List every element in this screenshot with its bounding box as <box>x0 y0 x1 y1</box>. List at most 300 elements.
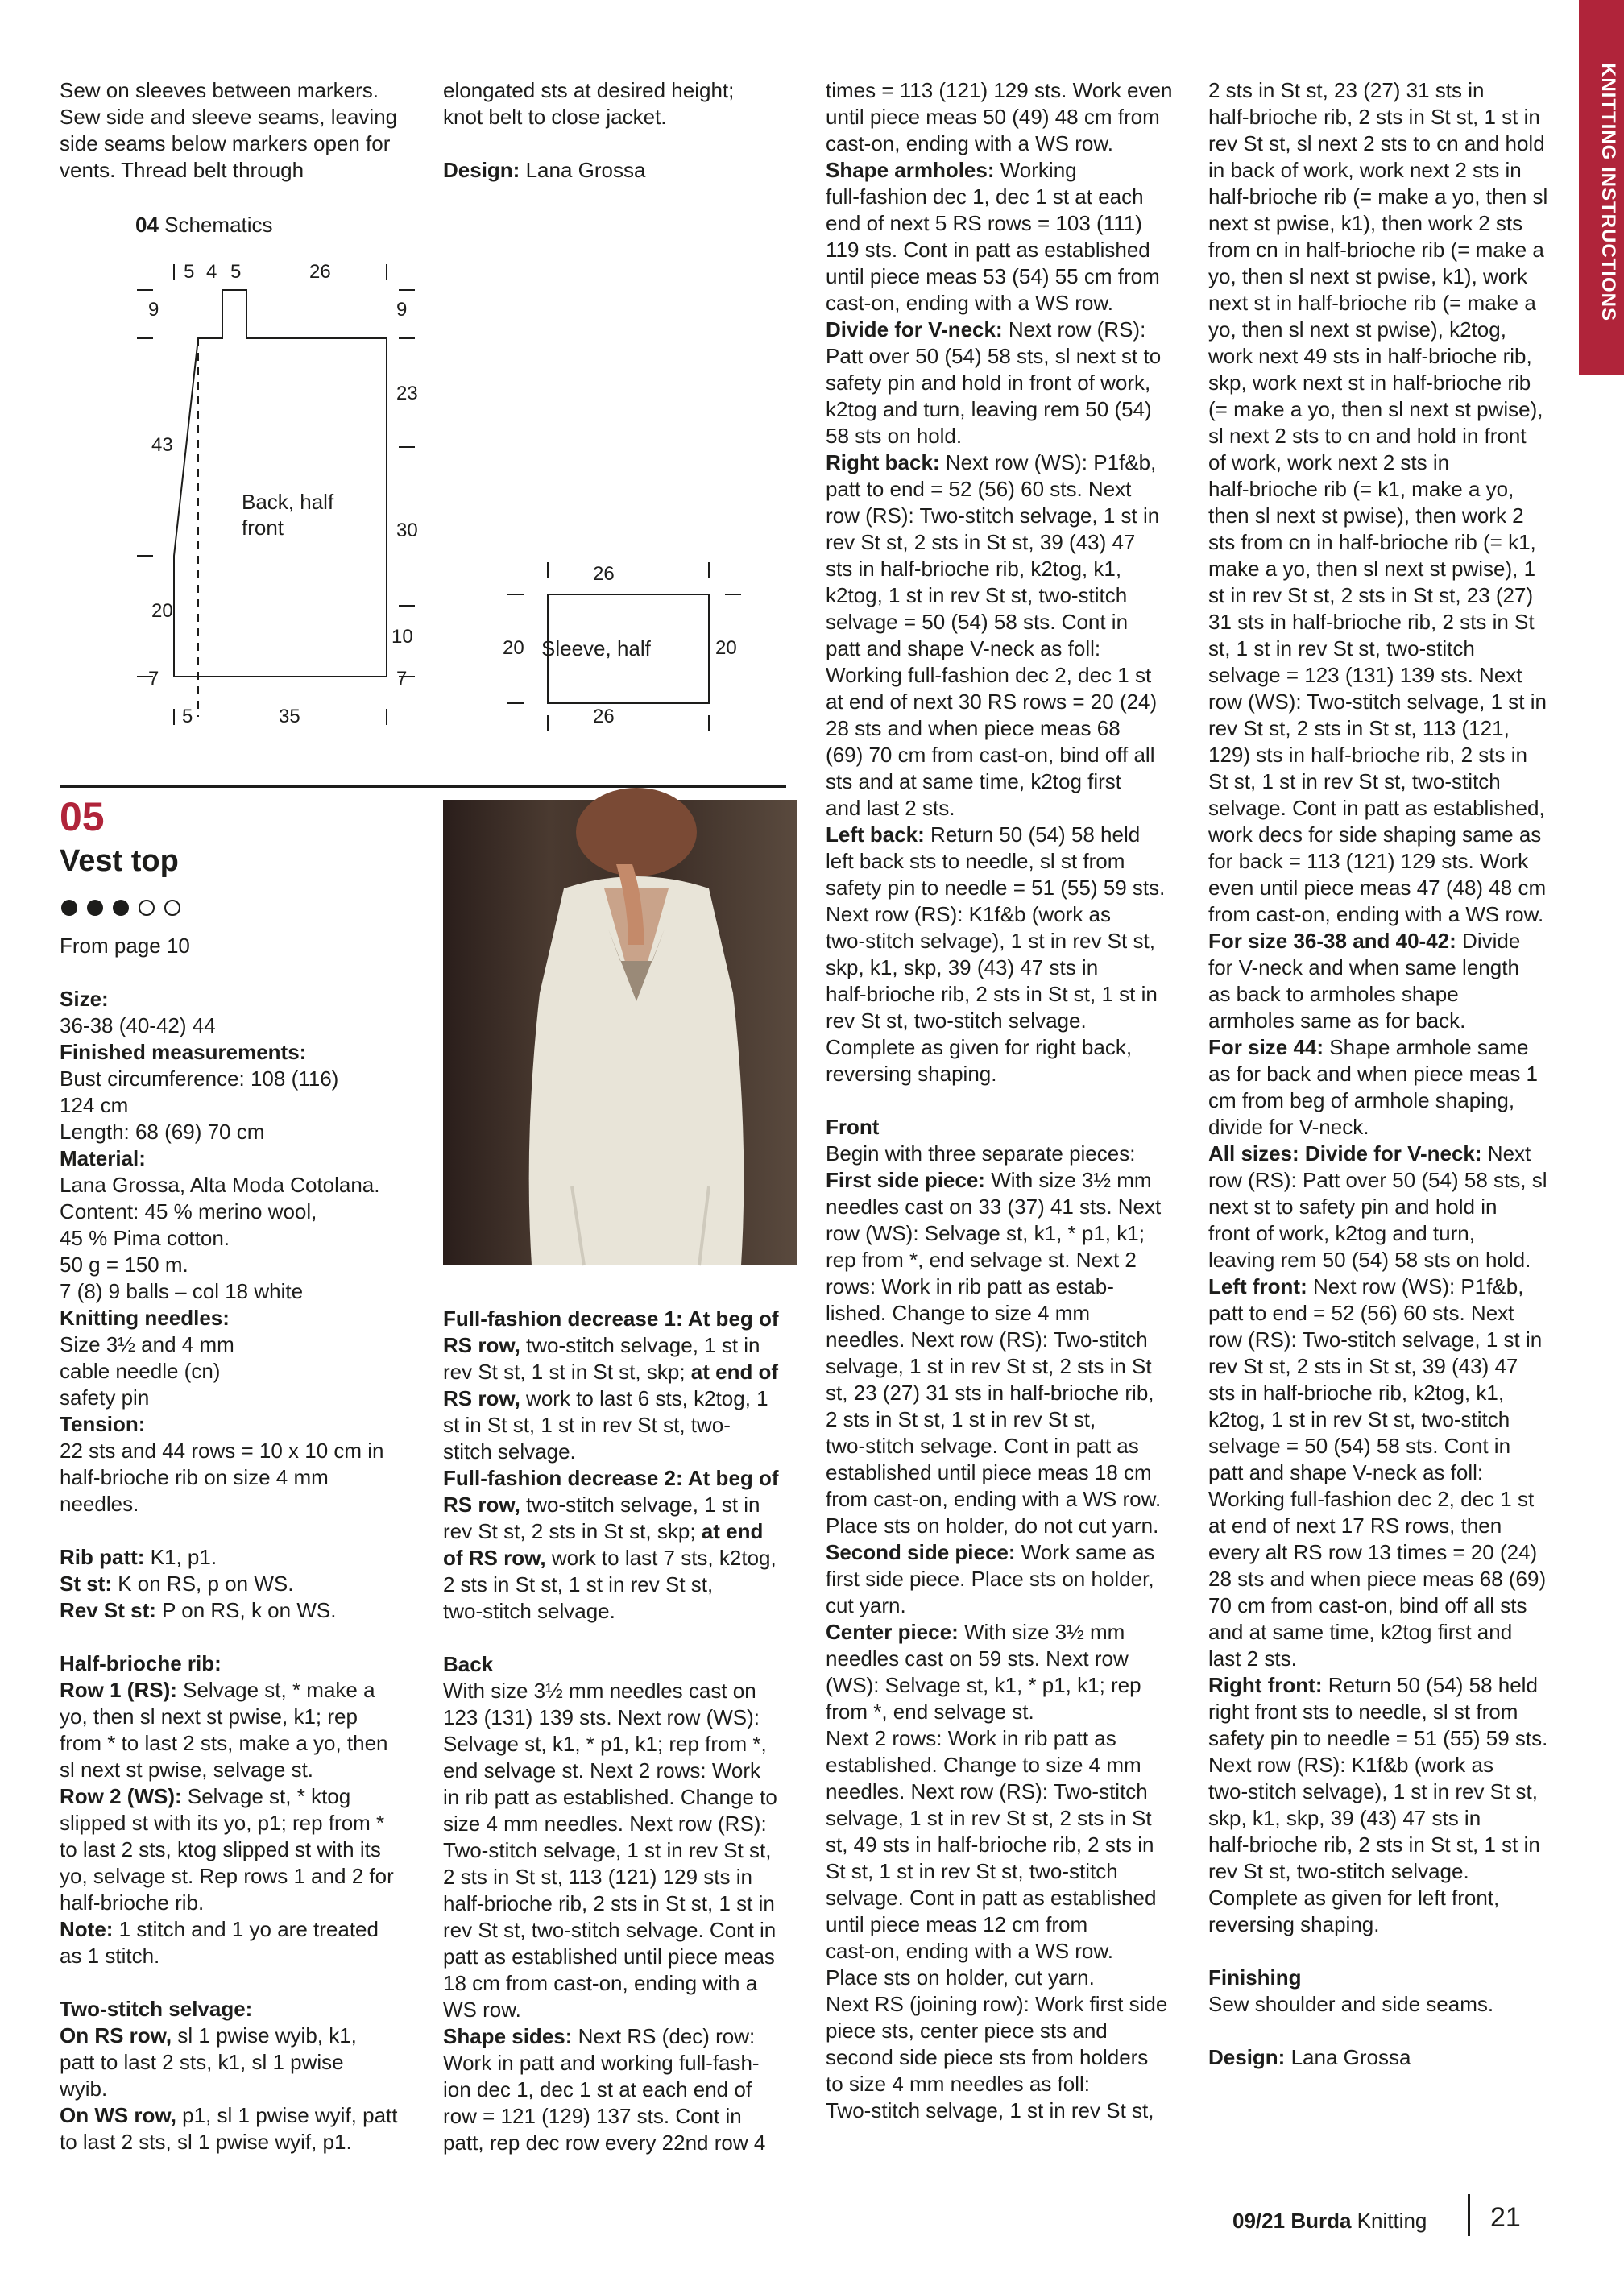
text-line <box>826 1539 1180 1566</box>
text-line <box>1208 1460 1563 1486</box>
text-line <box>826 157 1180 184</box>
text-line <box>826 104 1180 130</box>
text-run: Place sts on holder, cut yarn. <box>826 1965 1095 1990</box>
text-run: Next row (RS): K1f&b (work as <box>826 902 1111 926</box>
text-line <box>1208 1087 1563 1114</box>
text-line <box>443 1571 798 1598</box>
text-line <box>1208 662 1563 689</box>
text-line <box>443 2023 798 2050</box>
text-run: at end of next 17 RS rows, then <box>1208 1513 1502 1538</box>
text-line <box>826 742 1180 768</box>
text-run: end of next 5 RS rows = 103 (111) <box>826 211 1142 235</box>
text-run: at end of next 30 RS rows = 20 (24) <box>826 689 1158 714</box>
text-line: vents. Thread belt through <box>60 158 304 182</box>
bold-run: For size 44: <box>1208 1035 1324 1059</box>
text-line <box>1208 1194 1563 1220</box>
text-run: from cast-on, ending with a WS row. <box>1208 902 1544 926</box>
text-run: cm from beg of armhole shaping, <box>1208 1088 1515 1112</box>
text-run: st, 49 sts in half-brioche rib, 2 sts in <box>826 1832 1154 1857</box>
dim-right-7: 7 <box>396 668 408 689</box>
text-line <box>1208 1646 1563 1672</box>
text-run: from cn in half-brioche rib (= make a <box>1208 238 1544 262</box>
paragraph-gap <box>1208 1938 1563 1965</box>
bold-run: Right front: <box>1208 1673 1323 1697</box>
text-run: st, 1 st in rev St st, two-stitch <box>1208 636 1475 660</box>
text-line <box>60 1066 414 1092</box>
dim-left-9: 9 <box>148 299 160 321</box>
bold-run: Rib patt: <box>60 1545 145 1569</box>
text-line <box>443 1545 798 1571</box>
text-line <box>443 1731 798 1758</box>
text-line <box>1208 1858 1563 1885</box>
rating-dot-filled <box>113 900 129 916</box>
text-line <box>826 1167 1180 1194</box>
text-run: k2tog, 1 st in rev St st, two-stitch <box>1208 1407 1510 1431</box>
text-run: half-brioche rib, 2 sts in St st, 1 st in <box>443 1891 775 1915</box>
bold-run: RS row, <box>443 1386 520 1410</box>
text-line <box>60 1358 414 1385</box>
text-run: as 1 stitch. <box>60 1944 160 1968</box>
text-run: to last 2 sts, sl 1 pwise wyif, p1. <box>60 2130 352 2154</box>
text-line <box>826 1752 1180 1778</box>
text-run: sts in half-brioche rib, k2tog, k1, <box>826 557 1122 581</box>
text-line <box>1208 1725 1563 1752</box>
text-run: With size 3½ mm needles cast on <box>443 1679 756 1703</box>
text-run: row (RS): Patt over 50 (54) 58 sts, sl <box>1208 1168 1547 1192</box>
section-number: 05 <box>60 794 105 839</box>
text-run: skp, k1, skp, 39 (43) 47 sts in <box>1208 1806 1481 1830</box>
text-line <box>443 1465 798 1492</box>
text-line <box>826 1034 1180 1061</box>
text-line <box>60 1278 414 1305</box>
text-line <box>1208 582 1563 609</box>
text-line <box>1208 609 1563 636</box>
text-run: selvage = 123 (131) 139 sts. Next <box>1208 663 1522 687</box>
text-run: Selvage st, * make a <box>176 1678 375 1702</box>
text-line <box>826 476 1180 503</box>
text-run: until piece meas 50 (49) 48 cm from <box>826 105 1160 129</box>
text-run: work to last 6 sts, k2tog, 1 <box>520 1386 768 1410</box>
text-line <box>826 689 1180 715</box>
dim-bottom-5: 5 <box>182 706 193 727</box>
dim-right-23: 23 <box>396 383 418 404</box>
text-line <box>60 1757 414 1783</box>
text-line <box>443 1784 798 1811</box>
text-line <box>1208 77 1563 104</box>
bold-run: Design: <box>1208 2045 1286 2069</box>
text-line <box>826 396 1180 423</box>
text-run: second side piece sts from holders <box>826 2045 1149 2069</box>
text-line <box>60 1039 414 1066</box>
text-line <box>443 2050 798 2077</box>
text-line: knot belt to close jacket. <box>443 105 667 129</box>
text-line <box>1208 1433 1563 1460</box>
text-line <box>1208 1034 1563 1061</box>
text-line <box>1208 1273 1563 1300</box>
text-run: With size 3½ mm <box>958 1620 1125 1644</box>
dim-right-10: 10 <box>392 626 413 648</box>
text-run: even until piece meas 47 (48) 48 cm <box>1208 876 1547 900</box>
text-line <box>1208 822 1563 848</box>
text-run: sts and at same time, k2tog first <box>826 769 1122 793</box>
page-number: 21 <box>1490 2202 1521 2233</box>
text-run: rev St st, 2 sts in St st, 113 (121, <box>1208 716 1510 740</box>
text-run: row (WS): Two-stitch selvage, 1 st in <box>1208 689 1547 714</box>
text-run: in back of work, work next 2 sts in <box>1208 158 1522 182</box>
text-run: Two-stitch selvage, 1 st in rev St st, <box>443 1838 772 1862</box>
text-run: rev St st, two-stitch selvage. <box>826 1008 1087 1033</box>
text-line <box>1208 901 1563 928</box>
bold-run: St st: <box>60 1571 112 1596</box>
text-line <box>826 130 1180 157</box>
text-line <box>443 1837 798 1864</box>
text-run: 2 sts in St st, 1 st in rev St st, <box>826 1407 1096 1431</box>
text-run: cast-on, ending with a WS row. <box>826 131 1113 155</box>
paragraph-gap <box>60 1969 414 1996</box>
text-line <box>60 1331 414 1358</box>
text-run: half-brioche rib on size 4 mm <box>60 1465 329 1489</box>
text-run: work to last 7 sts, k2tog, <box>545 1546 777 1570</box>
text-line <box>1208 795 1563 822</box>
dim-top-5a: 5 <box>184 261 195 283</box>
dim-right-9: 9 <box>396 299 408 321</box>
back-outline <box>174 290 387 677</box>
text-line <box>1208 1911 1563 1938</box>
text-line: Sew side and sleeve seams, leaving <box>60 105 398 129</box>
text-line <box>60 1491 414 1518</box>
text-run: needles cast on 33 (37) 41 sts. Next <box>826 1195 1162 1219</box>
paragraph-gap <box>60 1518 414 1544</box>
bold-run: Row 1 (RS): <box>60 1678 177 1702</box>
vest-top-photo <box>443 800 798 1265</box>
text-line <box>1208 529 1563 556</box>
text-run: patt to end = 52 (56) 60 sts. Next <box>1208 1301 1514 1325</box>
text-run: Bust circumference: 108 (116) <box>60 1066 339 1091</box>
text-line <box>1208 1778 1563 1805</box>
bold-run: First side piece: <box>826 1168 985 1192</box>
bold-run: On RS row, <box>60 2023 172 2048</box>
text-run: cast-on, ending with a WS row. <box>826 291 1113 315</box>
text-line <box>1208 1672 1563 1699</box>
text-line <box>826 875 1180 901</box>
bold-run: Row 2 (WS): <box>60 1784 182 1808</box>
text-run: needles cast on 59 sts. Next row <box>826 1646 1129 1671</box>
bold-run: Size: <box>60 987 109 1011</box>
text-run: Complete as given for left front, <box>1208 1886 1500 1910</box>
text-line <box>826 1592 1180 1619</box>
text-line <box>1208 1486 1563 1513</box>
text-run: established until piece meas 18 cm <box>826 1460 1152 1484</box>
text-run: sl 1 pwise wyib, k1, <box>172 2023 357 2048</box>
text-run: Working full-fashion dec 2, dec 1 st <box>1208 1487 1535 1511</box>
text-run: Return 50 (54) 58 held <box>1322 1673 1538 1697</box>
text-line <box>1208 2044 1563 2071</box>
text-line <box>60 1411 414 1438</box>
text-line <box>826 184 1180 210</box>
text-run: as for back and when piece meas 1 <box>1208 1062 1539 1086</box>
bold-run: Two-stitch selvage: <box>60 1997 253 2021</box>
sleeve-dim-right: 20 <box>715 637 737 659</box>
text-run: Complete as given for right back, <box>826 1035 1133 1059</box>
text-line <box>1208 1566 1563 1592</box>
bold-run: Front <box>826 1115 880 1139</box>
text-run: Selvage st, k1, * p1, k1; rep from *, <box>443 1732 767 1756</box>
text-line: elongated sts at desired height; <box>443 78 735 102</box>
text-line <box>1208 317 1563 343</box>
text-line <box>1208 1805 1563 1832</box>
text-line <box>1208 848 1563 875</box>
text-line <box>826 423 1180 449</box>
dim-top-4: 4 <box>206 261 218 283</box>
text-line <box>826 2097 1180 2124</box>
text-run: 22 sts and 44 rows = 10 x 10 cm in <box>60 1439 384 1463</box>
text-line <box>826 556 1180 582</box>
text-run: yo, then sl next st pwise, k1; rep <box>60 1704 358 1729</box>
dim-top-26: 26 <box>309 261 331 283</box>
text-line <box>1208 636 1563 662</box>
text-run: k2tog and turn, leaving rem 50 (54) <box>826 397 1152 421</box>
text-line <box>826 662 1180 689</box>
text-run: safety pin and hold in front of work, <box>826 371 1151 395</box>
text-run: rev St st, 2 sts in St st, skp; <box>443 1519 702 1543</box>
text-run: left back sts to needle, sl st from <box>826 849 1125 873</box>
text-run: established. Change to size 4 mm <box>826 1753 1141 1777</box>
text-run: sl next 2 sts to cn and hold in front <box>1208 424 1527 448</box>
text-run: st in rev St st, 2 sts in St st, 23 (27) <box>1208 583 1534 607</box>
dim-right-30: 30 <box>396 520 418 541</box>
text-line <box>60 1092 414 1119</box>
text-line <box>60 1890 414 1916</box>
text-run: in rib patt as established. Change to <box>443 1785 777 1809</box>
text-run: 45 % Pima cotton. <box>60 1226 230 1250</box>
text-line <box>1208 1965 1563 1991</box>
bold-run: Material: <box>60 1146 146 1170</box>
text-line <box>1208 1592 1563 1619</box>
col2-design-credit: Design: Lana Grossa <box>443 158 646 182</box>
text-run: to last 2 sts, ktog slipped st with its <box>60 1837 381 1861</box>
text-line <box>60 1464 414 1491</box>
text-line <box>1208 875 1563 901</box>
text-line <box>826 1832 1180 1858</box>
text-line <box>443 1944 798 1970</box>
text-run: stitch selvage. <box>443 1439 576 1464</box>
footer-divider <box>1468 2194 1470 2236</box>
text-line <box>826 1220 1180 1247</box>
text-run: row = 121 (129) 137 sts. Cont in <box>443 2104 742 2128</box>
bold-run: at end <box>701 1519 764 1543</box>
text-line <box>443 1306 798 1332</box>
text-line <box>1208 954 1563 981</box>
text-run: reversing shaping. <box>826 1062 997 1086</box>
text-line <box>826 2071 1180 2097</box>
text-line <box>1208 1353 1563 1380</box>
text-run: end selvage st. Next 2 rows: Work <box>443 1758 761 1783</box>
text-run: of work, work next 2 sts in <box>1208 450 1450 474</box>
text-run: then sl next st pwise), then work 2 <box>1208 503 1524 528</box>
text-line <box>60 1650 414 1677</box>
text-line: Sew on sleeves between markers. <box>60 78 379 102</box>
text-run: K1, p1. <box>144 1545 218 1569</box>
text-run: Begin with three separate pieces: <box>826 1141 1136 1166</box>
text-line <box>1208 1380 1563 1406</box>
bold-run: at end of <box>690 1360 779 1384</box>
text-line <box>826 1486 1180 1513</box>
text-line <box>1208 210 1563 237</box>
text-line <box>443 2103 798 2130</box>
bold-run: Finished measurements: <box>60 1040 307 1064</box>
text-line <box>826 1247 1180 1273</box>
text-run: divide for V-neck. <box>1208 1115 1369 1139</box>
text-run: Next 2 rows: Work in rib patt as <box>826 1726 1116 1750</box>
col4-body <box>1208 77 1563 2071</box>
text-run: K on RS, p on WS. <box>112 1571 294 1596</box>
text-run: Two-stitch selvage, 1 st in rev St st, <box>826 2098 1154 2122</box>
section-title: Vest top <box>60 844 179 878</box>
schematics-title <box>135 213 273 238</box>
text-run: rev St st, two-stitch selvage. <box>1208 1859 1469 1883</box>
text-line <box>443 1412 798 1439</box>
text-run: st in St st, 1 st in rev St st, two- <box>443 1413 731 1437</box>
text-line <box>826 237 1180 263</box>
text-run: rev St st, 2 sts in St st, 39 (43) 47 <box>1208 1354 1518 1378</box>
text-run: to size 4 mm needles as foll: <box>826 2072 1091 2096</box>
text-line <box>1208 1141 1563 1167</box>
rating-dot-filled <box>61 900 77 916</box>
text-line <box>443 1811 798 1837</box>
text-line <box>1208 503 1563 529</box>
text-run: skp, work next st in half-brioche rib <box>1208 371 1531 395</box>
text-run: 119 sts. Cont in patt as established <box>826 238 1150 262</box>
text-line <box>443 1385 798 1412</box>
text-line <box>826 1353 1180 1380</box>
text-run: patt, rep dec row every 22nd row 4 <box>443 2130 766 2155</box>
bold-run: RS row, <box>443 1333 520 1357</box>
text-run: make a yo, then sl next st pwise), 1 <box>1208 557 1536 581</box>
text-line <box>1208 263 1563 290</box>
text-line <box>443 2077 798 2103</box>
text-line <box>826 449 1180 476</box>
text-run: patt and shape V-neck as foll: <box>826 636 1101 660</box>
text-line <box>443 1598 798 1625</box>
text-run: 2 sts in St st, 1 st in rev St st, <box>443 1572 714 1596</box>
text-run: needles. Next row (RS): Two-stitch <box>826 1327 1148 1352</box>
text-run: 129) sts in half-brioche rib, 2 sts in <box>1208 743 1527 767</box>
text-run: armholes same as for back. <box>1208 1008 1466 1033</box>
text-run: two-stitch selvage), 1 st in rev St st, <box>826 929 1155 953</box>
text-run: row (WS): Selvage st, k1, * p1, k1; <box>826 1221 1145 1245</box>
text-line <box>1208 556 1563 582</box>
text-run: Length: 68 (69) 70 cm <box>60 1120 265 1144</box>
sleeve-label: Sleeve, half <box>541 636 651 660</box>
text-line <box>1208 290 1563 317</box>
text-line <box>443 1758 798 1784</box>
text-line <box>1208 1513 1563 1539</box>
text-line <box>60 1012 414 1039</box>
text-run: st, 23 (27) 31 sts in half-brioche rib, <box>826 1381 1154 1405</box>
text-line <box>1208 1220 1563 1247</box>
text-run: Work in patt and working full-fash- <box>443 2051 760 2075</box>
text-line <box>1208 476 1563 503</box>
text-line <box>443 1678 798 1704</box>
text-run: St st, 1 st in rev St st, two-stitch <box>826 1859 1118 1883</box>
text-run: Working full-fashion dec 2, dec 1 st <box>826 663 1152 687</box>
text-line <box>60 2129 414 2155</box>
text-line <box>1208 928 1563 954</box>
text-run: half-brioche rib, 2 sts in St st, 1 st in <box>1208 105 1540 129</box>
text-line <box>60 1119 414 1145</box>
text-line <box>826 1433 1180 1460</box>
text-run: cast-on, ending with a WS row. <box>826 1939 1113 1963</box>
text-run: right front sts to needle, sl st from <box>1208 1700 1518 1724</box>
text-run: full-fashion dec 1, dec 1 st at each <box>826 184 1144 209</box>
text-run: wyib. <box>60 2077 108 2101</box>
text-line <box>826 1141 1180 1167</box>
text-line <box>1208 449 1563 476</box>
text-line <box>826 290 1180 317</box>
text-run: row (RS): Two-stitch selvage, 1 st in <box>826 503 1160 528</box>
text-run: yo, selvage st. Rep rows 1 and 2 for <box>60 1864 394 1888</box>
text-line <box>60 1172 414 1199</box>
text-line <box>826 715 1180 742</box>
section-tab-label: KNITTING INSTRUCTIONS <box>1597 63 1619 321</box>
text-run: selvage = 50 (54) 58 sts. Cont in <box>826 610 1129 634</box>
text-run: row (RS): Two-stitch selvage, 1 st in <box>1208 1327 1543 1352</box>
text-run: patt to end = 52 (56) 60 sts. Next <box>826 477 1132 501</box>
text-run: selvage = 50 (54) 58 sts. Cont in <box>1208 1434 1511 1458</box>
text-line <box>443 1890 798 1917</box>
text-run: for V-neck and when same length <box>1208 955 1519 979</box>
schematics-number: 04 <box>135 213 159 237</box>
text-line <box>60 1730 414 1757</box>
col2-top-text <box>443 77 798 184</box>
text-line <box>60 1305 414 1331</box>
footer-section: Knitting <box>1351 2209 1427 2233</box>
text-line <box>60 2076 414 2102</box>
text-run: first side piece. Place sts on holder, <box>826 1567 1154 1591</box>
text-run: Content: 45 % merino wool, <box>60 1199 317 1224</box>
bold-run: Knitting needles: <box>60 1306 230 1330</box>
text-run: half-brioche rib (= k1, make a yo, <box>1208 477 1514 501</box>
text-line <box>60 1836 414 1863</box>
text-line <box>826 529 1180 556</box>
text-line <box>1208 1167 1563 1194</box>
text-run: half-brioche rib, 2 sts in St st, 1 st in <box>826 982 1158 1006</box>
text-line <box>1208 423 1563 449</box>
text-line <box>443 1997 798 2023</box>
text-run: and at same time, k2tog first and <box>1208 1620 1513 1644</box>
text-run: (= make a yo, then sl next st pwise), <box>1208 397 1543 421</box>
text-line <box>1208 1991 1563 2018</box>
bold-run: Center piece: <box>826 1620 959 1644</box>
text-line <box>826 1061 1180 1087</box>
back-label-line1: Back, half <box>242 490 334 514</box>
text-line <box>1208 396 1563 423</box>
text-run: k2tog, 1 st in rev St st, two-stitch <box>826 583 1128 607</box>
bold-run: Left front: <box>1208 1274 1307 1298</box>
text-run: p1, sl 1 pwise wyif, patt <box>176 2103 398 2127</box>
text-line <box>60 1916 414 1943</box>
text-run: skp, k1, skp, 39 (43) 47 sts in <box>826 955 1099 979</box>
text-run: Selvage st, * ktog <box>181 1784 351 1808</box>
text-line <box>826 1646 1180 1672</box>
text-line <box>826 343 1180 370</box>
bold-run: Note: <box>60 1917 114 1941</box>
text-run: two-stitch selvage, 1 st in <box>520 1333 760 1357</box>
text-line <box>1208 689 1563 715</box>
text-line <box>1208 343 1563 370</box>
text-line <box>60 933 414 959</box>
text-line <box>443 1970 798 1997</box>
